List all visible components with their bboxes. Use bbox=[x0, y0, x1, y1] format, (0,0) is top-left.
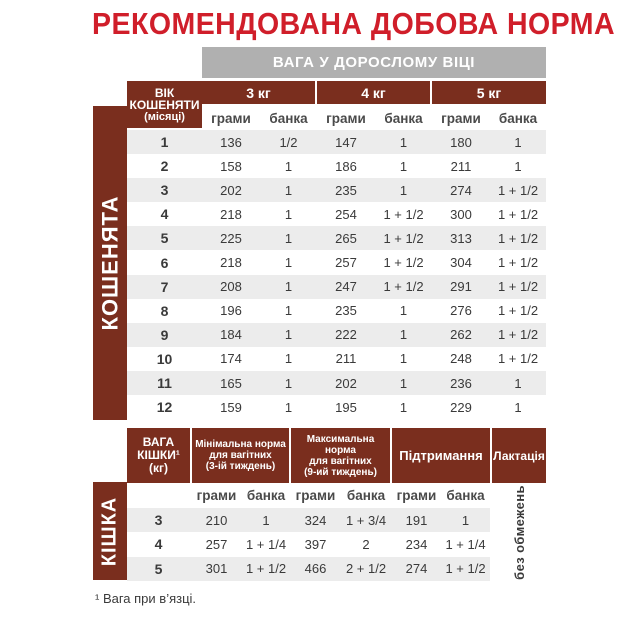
table-cell: 1/2 bbox=[279, 134, 298, 150]
kittens-side-label-text: КОШЕНЯТА bbox=[97, 195, 122, 331]
lactation-header bbox=[492, 428, 546, 483]
sub-grams-5kg: грами bbox=[441, 110, 481, 126]
kitten-age-cell: 8 bbox=[160, 302, 169, 319]
lactation-value-text: без обмежень bbox=[511, 484, 527, 580]
table-cell: 313 bbox=[450, 230, 472, 246]
table-cell: 1 bbox=[514, 399, 522, 415]
table-cell: 191 bbox=[405, 512, 428, 528]
table-cell: 257 bbox=[335, 255, 357, 271]
table-cell: 211 bbox=[450, 158, 472, 174]
weight-3kg-label: 3 кг bbox=[246, 84, 271, 101]
kitten-age-cell: 10 bbox=[156, 350, 173, 367]
table-cell: 247 bbox=[335, 279, 357, 295]
table-cell: 1 bbox=[284, 375, 293, 391]
cat-sub-grams-max: грами bbox=[295, 488, 336, 503]
table-cell: 276 bbox=[450, 303, 472, 319]
table-cell: 1 bbox=[461, 512, 470, 528]
table-cell: 1 bbox=[284, 351, 293, 367]
table-cell: 147 bbox=[335, 134, 357, 150]
min-header-line3: (3-ій тиждень) bbox=[205, 461, 276, 472]
max-header-line2: для вагітних bbox=[309, 455, 372, 467]
table-cell: 1 bbox=[399, 399, 408, 415]
table-cell: 274 bbox=[405, 561, 428, 577]
table-cell: 1 + 1/2 bbox=[497, 182, 539, 198]
kitten-age-cell: 9 bbox=[160, 326, 169, 343]
sub-can-5kg: банка bbox=[498, 110, 538, 126]
kitten-age-cell: 5 bbox=[160, 230, 169, 247]
table-cell: 304 bbox=[450, 255, 472, 271]
table-cell: 1 bbox=[399, 375, 408, 391]
kitten-age-cell: 6 bbox=[160, 254, 169, 271]
kitten-age-cell: 2 bbox=[160, 158, 169, 175]
table-cell: 1 + 1/4 bbox=[445, 536, 486, 552]
max-header-line3: (9-ий тиждень) bbox=[304, 466, 377, 478]
table-cell: 1 bbox=[284, 255, 293, 271]
weight-4kg-label: 4 кг bbox=[361, 84, 386, 101]
cat-weight-header-line1: ВАГА bbox=[142, 435, 175, 449]
table-cell: 1 bbox=[514, 375, 522, 391]
table-cell: 234 bbox=[405, 536, 428, 552]
max-pregnant-header bbox=[291, 428, 390, 483]
cat-weight-header bbox=[127, 428, 190, 483]
table-cell: 1 + 1/2 bbox=[383, 206, 424, 222]
table-cell: 211 bbox=[335, 351, 357, 367]
table-cell: 1 bbox=[514, 134, 522, 150]
table-cell: 1 bbox=[399, 327, 408, 343]
cat-side-label-text: КІШКА bbox=[98, 496, 121, 566]
table-cell: 248 bbox=[450, 351, 472, 367]
lactation-value bbox=[492, 483, 546, 581]
maintenance-header bbox=[392, 428, 490, 483]
table-cell: 2 bbox=[362, 536, 370, 552]
table-cell: 1 bbox=[284, 182, 293, 198]
page-title: РЕКОМЕНДОВАНА ДОБОВА НОРМА bbox=[92, 6, 616, 41]
table-cell: 195 bbox=[335, 399, 357, 415]
table-cell: 265 bbox=[335, 230, 357, 246]
table-cell: 202 bbox=[335, 375, 357, 391]
min-header-line2: для вагітних bbox=[209, 450, 272, 461]
table-cell: 1 bbox=[284, 303, 293, 319]
min-header-line1: Мінімальна норма bbox=[195, 439, 286, 450]
table-cell: 1 + 1/2 bbox=[383, 230, 424, 246]
table-cell: 165 bbox=[220, 375, 242, 391]
table-cell: 397 bbox=[304, 536, 327, 552]
table-cell: 222 bbox=[335, 327, 357, 343]
cat-sub-can-max: банка bbox=[346, 488, 386, 503]
kitten-age-cell: 4 bbox=[160, 206, 169, 223]
table-cell: 184 bbox=[220, 327, 242, 343]
kitten-age-cell: 1 bbox=[160, 134, 169, 151]
table-cell: 1 bbox=[284, 206, 293, 222]
table-cell: 1 + 1/2 bbox=[383, 279, 424, 295]
cat-sub-grams-maint: грами bbox=[396, 488, 437, 503]
table-cell: 1 + 1/2 bbox=[497, 230, 539, 246]
table-cell: 1 + 1/2 bbox=[445, 561, 486, 577]
min-pregnant-header bbox=[192, 428, 289, 483]
cat-weight-cell: 4 bbox=[154, 536, 163, 553]
age-header-line1: ВІК bbox=[154, 85, 175, 100]
table-cell: 1 + 1/4 bbox=[245, 536, 287, 552]
table-cell: 1 bbox=[399, 303, 408, 319]
cat-weight-header-line2: КІШКИ¹ bbox=[137, 448, 180, 462]
table-cell: 300 bbox=[450, 206, 472, 222]
table-cell: 1 + 1/2 bbox=[497, 327, 539, 343]
table-cell: 274 bbox=[450, 182, 472, 198]
sub-grams-4kg: грами bbox=[326, 110, 366, 126]
table-cell: 1 bbox=[399, 134, 408, 150]
sub-can-4kg: банка bbox=[384, 110, 423, 126]
table-cell: 208 bbox=[220, 279, 242, 295]
table-cell: 1 bbox=[284, 399, 293, 415]
table-cell: 1 + 1/2 bbox=[497, 303, 539, 319]
table-cell: 174 bbox=[220, 351, 242, 367]
table-cell: 301 bbox=[205, 561, 228, 577]
table-cell: 1 bbox=[284, 327, 293, 343]
table-cell: 235 bbox=[335, 182, 357, 198]
table-cell: 1 + 1/2 bbox=[245, 561, 287, 577]
table-cell: 236 bbox=[450, 375, 472, 391]
table-cell: 1 bbox=[514, 158, 522, 174]
table-cell: 210 bbox=[205, 512, 228, 528]
maintenance-header-text: Підтримання bbox=[399, 448, 483, 463]
kitten-age-cell: 11 bbox=[157, 375, 172, 392]
table-cell: 235 bbox=[335, 303, 357, 319]
table-cell: 2 + 1/2 bbox=[345, 561, 387, 577]
table-cell: 1 bbox=[399, 182, 408, 198]
sub-can-3kg: банка bbox=[269, 110, 308, 126]
cat-weight-cell: 5 bbox=[154, 560, 163, 577]
sub-grams-3kg: грами bbox=[211, 110, 251, 126]
table-cell: 136 bbox=[220, 134, 242, 150]
cat-weight-cell: 3 bbox=[154, 512, 163, 529]
table-cell: 1 bbox=[284, 158, 293, 174]
table-cell: 159 bbox=[220, 399, 242, 415]
table-cell: 324 bbox=[304, 512, 327, 528]
table-cell: 1 bbox=[399, 351, 408, 367]
kitten-age-cell: 12 bbox=[156, 399, 173, 416]
cat-sub-grams-min: грами bbox=[196, 488, 237, 503]
table-cell: 196 bbox=[220, 303, 242, 319]
age-header-line3: (місяці) bbox=[144, 110, 185, 123]
table-cell: 1 + 1/2 bbox=[497, 206, 539, 222]
table-cell: 225 bbox=[220, 230, 242, 246]
kitten-age-cell: 7 bbox=[160, 278, 169, 295]
weight-5kg-label: 5 кг bbox=[476, 84, 502, 101]
cat-sub-can-maint: банка bbox=[446, 488, 485, 503]
table-cell: 1 bbox=[262, 512, 270, 528]
cat-weight-header-line3: (кг) bbox=[149, 461, 168, 475]
table-cell: 466 bbox=[304, 561, 327, 577]
table-cell: 1 + 3/4 bbox=[345, 512, 387, 528]
cat-side-label bbox=[93, 482, 127, 580]
footnote: ¹ Вага при в’язці. bbox=[95, 591, 197, 606]
table-cell: 229 bbox=[450, 399, 472, 415]
table-cell: 1 + 1/2 bbox=[497, 351, 539, 367]
table-cell: 1 bbox=[399, 158, 408, 174]
table-cell: 1 + 1/2 bbox=[497, 279, 539, 295]
table-cell: 218 bbox=[220, 255, 242, 271]
table-cell: 1 + 1/2 bbox=[383, 255, 424, 271]
table-cell: 180 bbox=[450, 134, 472, 150]
adult-weight-header-text: ВАГА У ДОРОСЛОМУ ВІЦІ bbox=[272, 54, 476, 71]
table-cell: 257 bbox=[205, 536, 228, 552]
max-header-line1: Максимальна норма bbox=[306, 433, 375, 456]
table-cell: 262 bbox=[450, 327, 472, 343]
age-header-line2: КОШЕНЯТИ bbox=[129, 97, 200, 112]
cat-sub-can-min: банка bbox=[246, 488, 286, 503]
table-cell: 1 + 1/2 bbox=[497, 255, 539, 271]
table-cell: 1 bbox=[284, 279, 293, 295]
table-cell: 218 bbox=[220, 206, 242, 222]
table-cell: 158 bbox=[220, 158, 242, 174]
table-cell: 1 bbox=[284, 230, 293, 246]
table-cell: 186 bbox=[335, 158, 357, 174]
table-cell: 202 bbox=[220, 182, 242, 198]
table-cell: 254 bbox=[335, 206, 357, 222]
table-cell: 291 bbox=[450, 279, 472, 295]
lactation-header-text: Лактація bbox=[493, 448, 545, 463]
kitten-age-cell: 3 bbox=[160, 182, 169, 199]
